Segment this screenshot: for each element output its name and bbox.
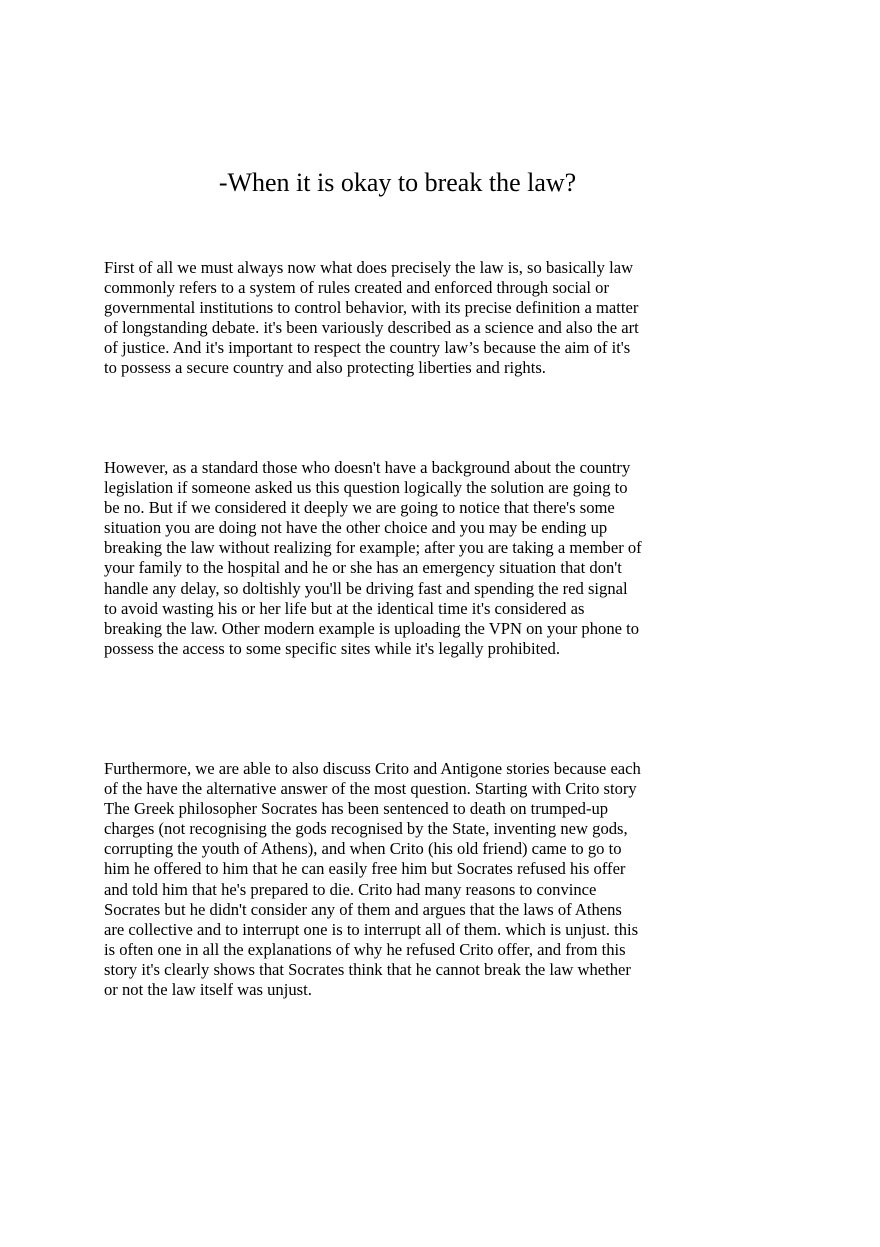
paragraph-breaking-law-examples: However, as a standard those who doesn't have a background about the country legislation if someone asked us this question logically the solution are going to be no. But if we considered it deeply we are going to notice that there's some situation you are doing not have the other choice and you may be ending up breaking the law without realizing for example; after you are taking a member of your family to the hospital and he or she has an emergency situation that don't handle any delay, so doltishly you'll be driving fast and spending the red signal to avoid wasting his or her life but at the identical time it's considered as breaking the law. Other modern example is uploading the VPN on your phone to possess the access to some specific sites while it's legally prohibited. (104, 458, 642, 658)
paragraph-crito-antigone: Furthermore, we are able to also discuss Crito and Antigone stories because each of the have the alternative answer of the most question. Starting with Crito story The Greek philosopher Socrates has been sentenced to death on trumped-up charges (not recognising the gods recognised by the State, inventing new gods, corrupting the youth of Athens), and when Crito (his old friend) came to go to him he offered to him that he can easily free him but Socrates refused his offer and told him that he's prepared to die. Crito had many reasons to convince Socrates but he didn't consider any of them and argues that the laws of Athens are collective and to interrupt one is to interrupt all of them. which is unjust. this is often one in all the explanations of why he refused Crito offer, and from this story it's clearly shows that Socrates think that he cannot break the law whether or not the law itself was unjust. (104, 759, 641, 1000)
document-title: -When it is okay to break the law? (218, 168, 577, 197)
paragraph-law-definition: First of all we must always now what does precisely the law is, so basically law commonly refers to a system of rules created and enforced through social or governmental institutions to control behavior, with its precise definition a matter of longstanding debate. it's been variously described as a science and also the art of justice. And it's important to respect the country law’s because the aim of it's to possess a secure country and also protecting liberties and rights. (104, 258, 639, 378)
